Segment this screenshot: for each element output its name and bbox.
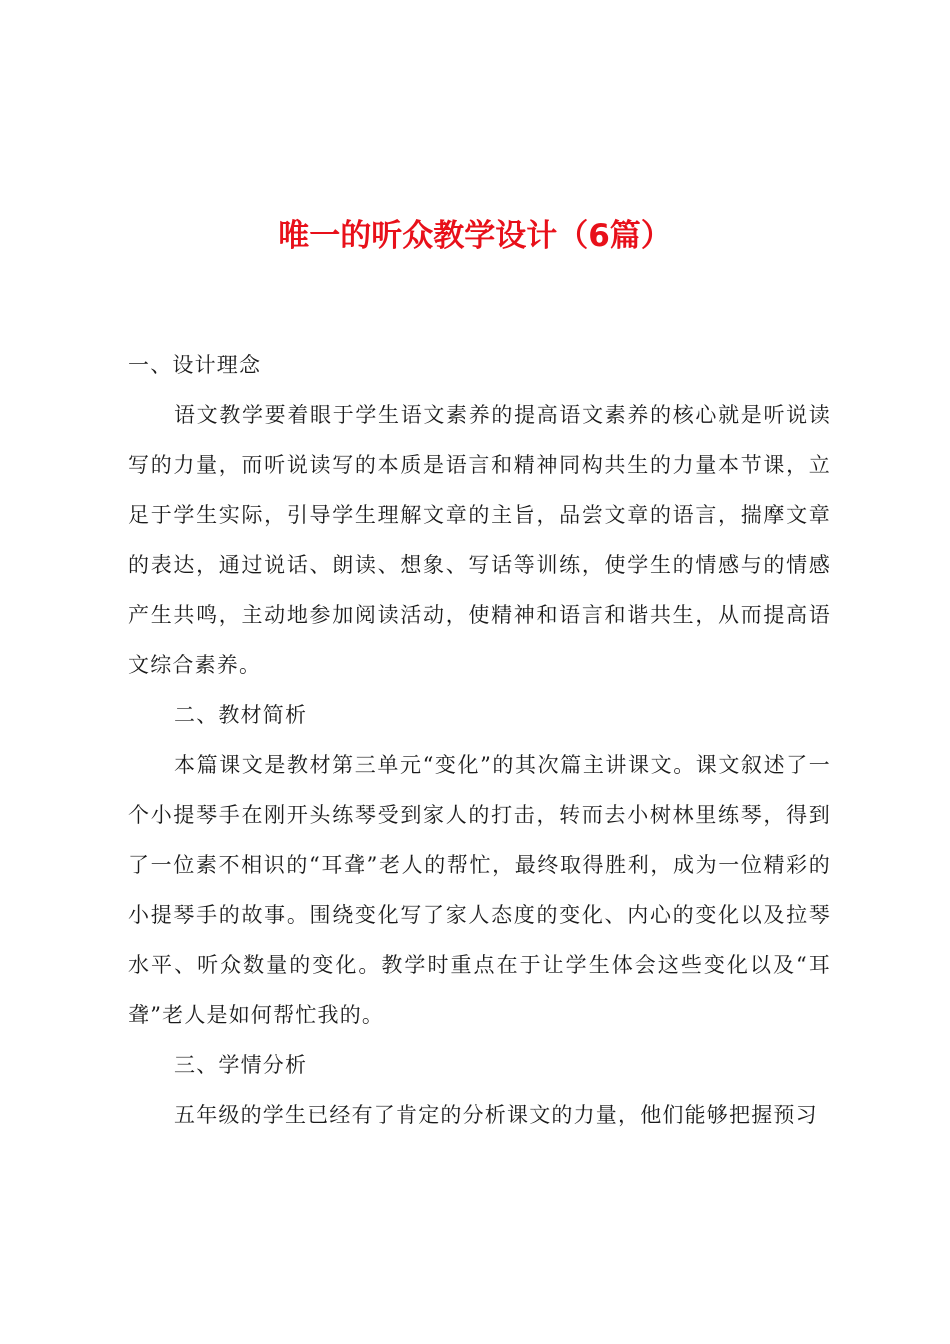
document-title: 唯一的听众教学设计（6篇） [278, 218, 672, 254]
paragraph-learner-analysis: 五年级的学生已经有了肯定的分析课文的力量，他们能够把握预习 [174, 1103, 818, 1127]
document-body [128, 340, 831, 1140]
section-heading-textbook-analysis: 二、教材简析 [174, 703, 308, 727]
paragraph-textbook-analysis: 本篇课文是教材第三单元“变化”的其次篇主讲课文。课文叙述了一个小提琴手在刚开头练琴受到家人的打击，转而去小树林里练琴，得到了一位素不相识的“耳聋”老人的帮忙，最终取得胜利，成为一位精彩的小提琴手的故事。围绕变化写了家人态度的变化、内心的变化以及拉琴水平、听众数量的变化。教学时重点在于让学生体会这些变化以及“耳聋”老人是如何帮忙我的。 [128, 753, 831, 1027]
section-heading-learner-analysis: 三、学情分析 [174, 1053, 308, 1077]
section-heading-design-concept: 一、设计理念 [128, 353, 262, 377]
paragraph-design-concept: 语文教学要着眼于学生语文素养的提高语文素养的核心就是听说读写的力量，而听说读写的本质是语言和精神同构共生的力量本节课，立足于学生实际，引导学生理解文章的主旨，品尝文章的语言，揣摩文章的表达，通过说话、朗读、想象、写话等训练，使学生的情感与的情感产生共鸣，主动地参加阅读活动，使精神和语言和谐共生，从而提高语文综合素养。 [128, 403, 831, 677]
